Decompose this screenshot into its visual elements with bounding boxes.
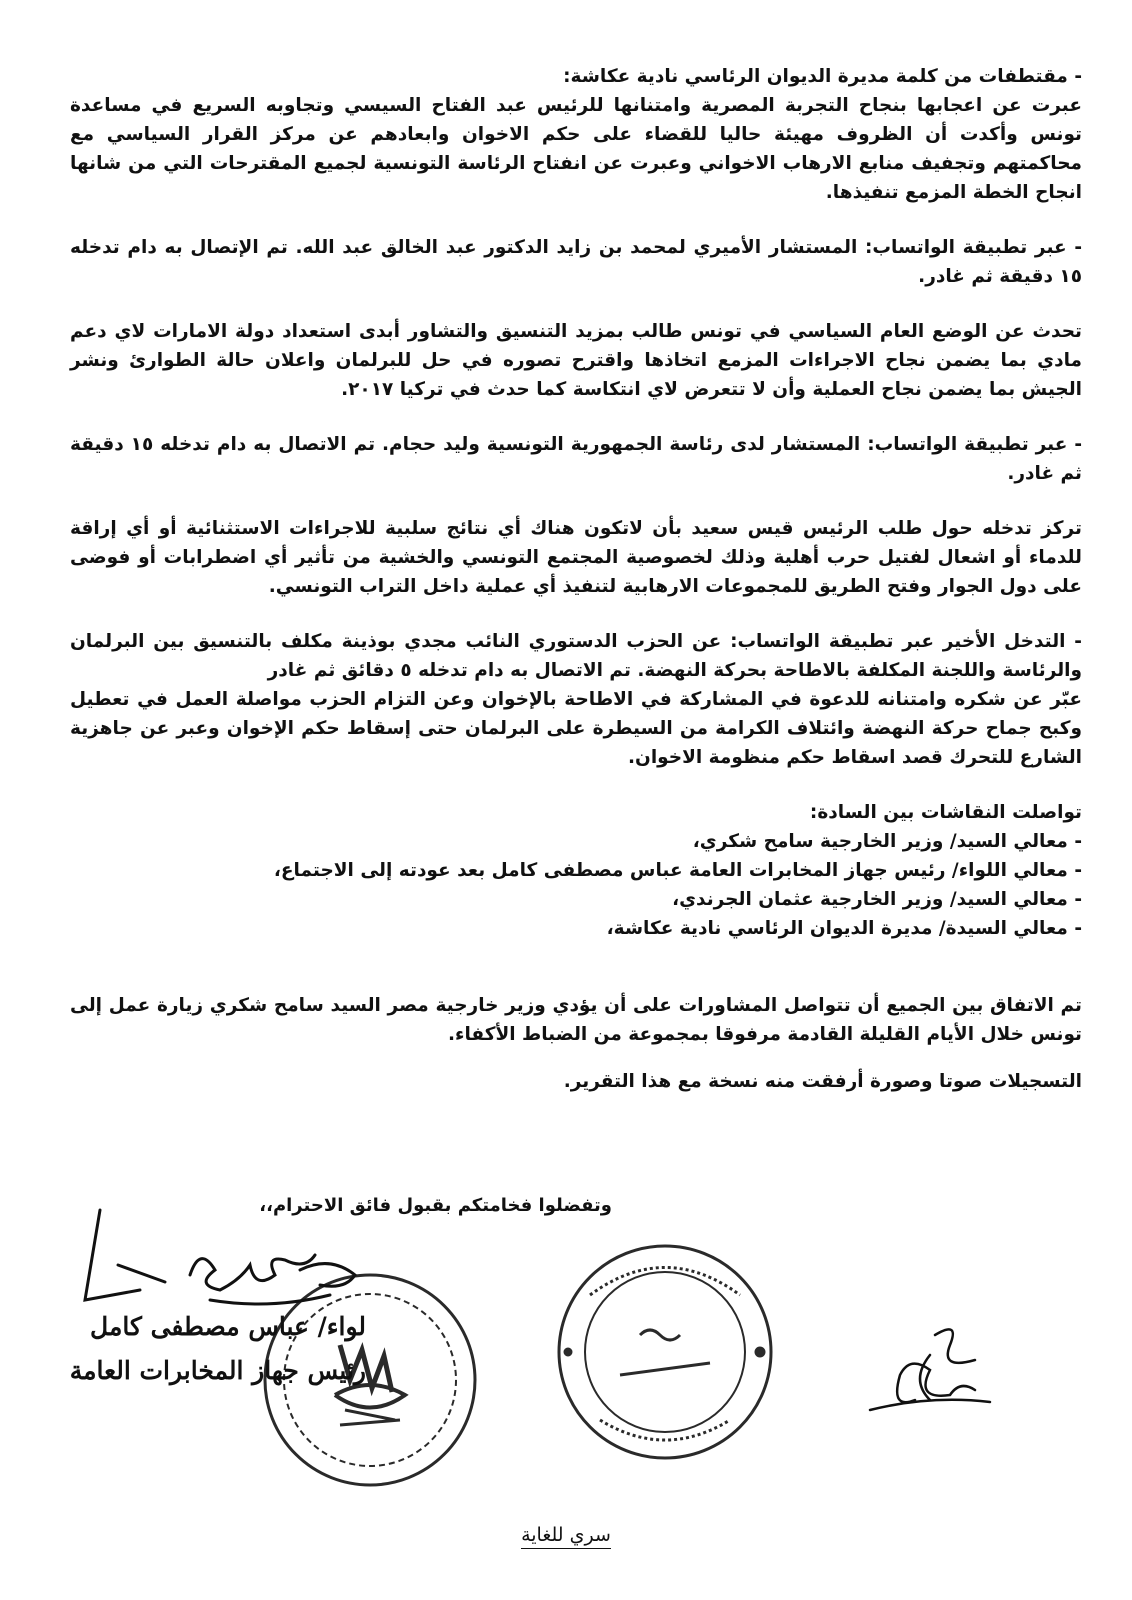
attendees-heading: تواصلت النقاشات بين السادة: [809,802,1082,823]
uae-advisor-call: - عبر تطبيقة الواتساب: المستشار الأميري لمحمد بن زايد الدكتور عبد الخالق عبد الله. تم الإتصال به دام تدخله ١٥ دقيقة ثم غادر. [70,237,1082,287]
signatory-name: لواء/ عباس مصطفى كامل [90,1312,366,1341]
handwritten-signature-right [870,1329,990,1410]
attendee-item: - معالي اللواء/ رئيس جهاز المخابرات العامة عباس مصطفى كامل بعد عودته إلى الاجتماع، [273,860,1082,881]
signatory-title: رئيس جهاز المخابرات العامة [69,1356,366,1385]
uae-advisor-remarks: تحدث عن الوضع العام السياسي في تونس طالب بمزيد التنسيق والتشاور أبدى استعداد دولة الامارات لاي دعم مادي بما يضمن نجاح الاجراءات المزمع اتخاذها واقترح تصوره في حل للبرلمان واعلان حالة الطوارئ ونشر الجيش بما يضمن نجاح العملية وأن لا تتعرض لاي انتكاسة كما حدث في تركيا ٢٠١٧. [70,321,1082,400]
classification-footer [0,1524,1132,1546]
classification-label: سري للغاية [521,1524,611,1549]
closing-salutation: وتفضلوا فخامتكم بقبول فائق الاحترام،، [259,1195,612,1216]
walid-hajjam-call: - عبر تطبيقة الواتساب: المستشار لدى رئاسة الجمهورية التونسية وليد حجام. تم الاتصال به دام تدخله ١٥ دقيقة ثم غادر. [70,434,1082,484]
agreement-paragraph: تم الاتفاق بين الجميع أن تتواصل المشاورات على أن يؤدي وزير خارجية مصر السيد سامح شكري زيارة عمل إلى تونس خلال الأيام القليلة القادمة مرفوقا بمجموعة من الضباط الأكفاء. [70,995,1082,1045]
attendee-item: - معالي السيد/ وزير الخارجية سامح شكري، [692,831,1082,852]
signature-block [36,1305,366,1393]
walid-hajjam-remarks: تركز تدخله حول طلب الرئيس قيس سعيد بأن لاتكون هناك أي نتائج سلبية للاجراءات الاستثنائية أو أي إراقة للدماء أو اشعال لفتيل حرب أهلية وذلك لخصوصية المجتمع التونسي والخشية من تأثير أي اضطرابات أو فوضى على دول الجوار وفتح الطريق للمجموعات الارهابية لتنفيذ أي عملية داخل التراب التونسي. [70,518,1082,597]
attendee-item: - معالي السيدة/ مديرة الديوان الرئاسي نادية عكاشة، [606,918,1082,939]
nadia-akacha-heading: - مقتطفات من كلمة مديرة الديوان الرئاسي نادية عكاشة: [563,66,1082,87]
majdi-boudhina-call: - التدخل الأخير عبر تطبيقة الواتساب: عن الحزب الدستوري النائب مجدي بوذينة مكلف بالتنسيق بين البرلمان والرئاسة واللجنة المكلفة بالاطاحة بحركة النهضة. تم الاتصال به دام تدخله ٥ دقائق ثم غادر [70,631,1082,681]
attendee-item: - معالي السيد/ وزير الخارجية عثمان الجرندي، [672,889,1082,910]
nadia-akacha-remarks: عبرت عن اعجابها بنجاح التجربة المصرية وامتنانها للرئيس عبد الفتاح السيسي وتجاوبه السريع في مساعدة تونس وأكدت أن الظروف مهيئة حاليا للقضاء على حكم الاخوان وابعادهم عن مركز القرار السياسي مع محاكمتهم وتجفيف منابع الارهاب الاخواني وعبرت عن انفتاح الرئاسة التونسية لجميع المقترحات التي من شانها انجاح الخطة المزمع تنفيذها. [70,95,1082,203]
majdi-boudhina-remarks: عبّر عن شكره وامتنانه للدعوة في المشاركة في الاطاحة بالإخوان وعن التزام الحزب مواصلة العمل في تعطيل وكبح جماح حركة النهضة وائتلاف الكرامة من السيطرة على البرلمان حتى إسقاط حكم الإخوان وعبر عن جاهزية الشارع للتحرك قصد اسقاط حكم منظومة الاخوان. [70,689,1082,768]
official-seal-middle [559,1246,771,1458]
recordings-note: التسجيلات صوتا وصورة أرفقت منه نسخة مع هذا التقرير. [563,1071,1082,1092]
